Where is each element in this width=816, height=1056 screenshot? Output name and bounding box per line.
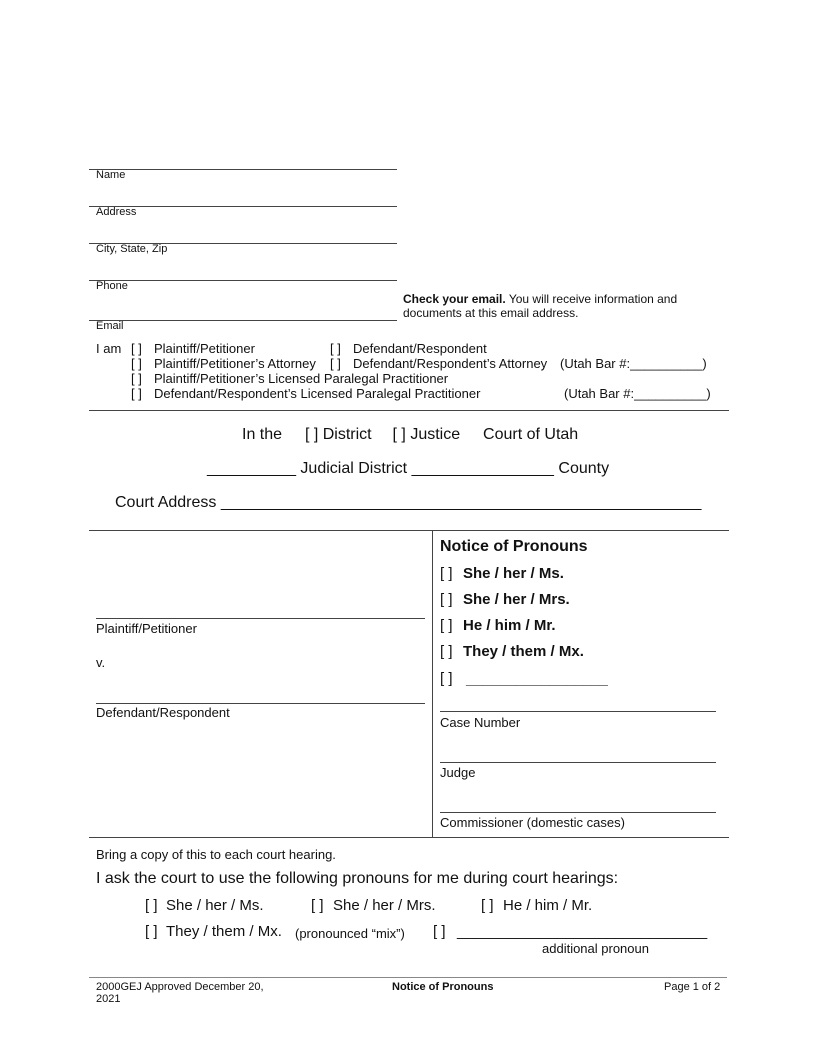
court-of-utah-label: Court of Utah <box>483 426 579 443</box>
footer-page-number: Page 1 of 2 <box>664 981 721 993</box>
body-checkbox-3[interactable]: [ ] <box>481 897 494 914</box>
judicial-district-line: __________ Judicial District ________________ County <box>207 460 610 477</box>
justice-label: Justice <box>410 426 461 443</box>
role-defendant-attorney: Defendant/Respondent’s Attorney <box>353 356 548 371</box>
email-label: Email <box>96 320 124 332</box>
divider-caption-top <box>89 530 729 531</box>
checkbox-district[interactable]: [ ] <box>304 426 319 443</box>
notice-option-they-mx: They / them / Mx. <box>463 643 584 660</box>
divider-caption-bottom <box>89 837 729 838</box>
city-label: City, State, Zip <box>96 243 168 255</box>
role-plaintiff-lpp: Plaintiff/Petitioner’s Licensed Paralegal Practitioner <box>154 371 449 386</box>
caption-divider <box>432 530 433 837</box>
email-notice-line2: documents at this email address. <box>403 306 579 320</box>
footer-title: Notice of Pronouns <box>392 981 494 993</box>
notice-option-she-mrs: She / her / Mrs. <box>463 591 570 608</box>
body-option-she-mrs: She / her / Mrs. <box>333 897 436 914</box>
footer-form-year: 2021 <box>96 993 121 1005</box>
name-label: Name <box>96 169 126 181</box>
phone-line <box>89 280 397 281</box>
checkbox-defendant-attorney[interactable]: [ ] <box>330 356 341 371</box>
body-option-they-mx: They / them / Mx. <box>166 923 282 940</box>
versus-label: v. <box>96 655 106 670</box>
body-checkbox-1[interactable]: [ ] <box>145 897 158 914</box>
additional-pronoun-blank[interactable]: ______________________________ <box>457 923 708 940</box>
notice-checkbox-1[interactable]: [ ] <box>440 565 453 582</box>
commissioner-label: Commissioner (domestic cases) <box>440 815 625 830</box>
judge-label: Judge <box>440 765 476 780</box>
body-checkbox-2[interactable]: [ ] <box>311 897 324 914</box>
body-option-she-ms: She / her / Ms. <box>166 897 264 914</box>
checkbox-plaintiff-attorney[interactable]: [ ] <box>131 356 142 371</box>
body-checkbox-5[interactable]: [ ] <box>433 923 446 940</box>
body-checkbox-4[interactable]: [ ] <box>145 923 158 940</box>
district-label: District <box>322 426 372 443</box>
notice-option-she-ms: She / her / Ms. <box>463 565 564 582</box>
email-notice <box>403 292 677 306</box>
defendant-caption-label: Defendant/Respondent <box>96 705 230 720</box>
notice-checkbox-3[interactable]: [ ] <box>440 617 453 634</box>
role-defendant-lpp: Defendant/Respondent’s Licensed Paralegal Practitioner <box>154 386 481 401</box>
checkbox-plaintiff-lpp[interactable]: [ ] <box>131 371 142 386</box>
footer-divider <box>89 977 727 978</box>
court-line <box>242 426 578 444</box>
plaintiff-caption-label: Plaintiff/Petitioner <box>96 621 197 636</box>
bring-copy-text: Bring a copy of this to each court hearing. <box>96 847 336 862</box>
checkbox-defendant-lpp[interactable]: [ ] <box>131 386 142 401</box>
address-label: Address <box>96 206 137 218</box>
utah-bar-1: (Utah Bar #:__________) <box>560 356 707 371</box>
name-line <box>89 169 397 170</box>
notice-checkbox-4[interactable]: [ ] <box>440 643 453 660</box>
court-address-line: Court Address ______________________________________________________ <box>115 494 702 511</box>
divider-top <box>89 410 729 411</box>
commissioner-line <box>440 812 716 813</box>
additional-pronoun-label: additional pronoun <box>542 941 649 956</box>
defendant-signature-line <box>96 703 425 704</box>
notice-title: Notice of Pronouns <box>440 538 588 555</box>
pronounced-mix-note: (pronounced “mix”) <box>295 926 405 941</box>
body-option-he-mr: He / him / Mr. <box>503 897 593 914</box>
notice-option-custom-blank[interactable]: _________________ <box>466 671 608 688</box>
email-notice-rest: You will receive information and <box>505 292 678 306</box>
checkbox-justice[interactable]: [ ] <box>392 426 406 443</box>
phone-label: Phone <box>96 280 128 292</box>
checkbox-plaintiff[interactable]: [ ] <box>131 341 142 356</box>
i-am-label: I am <box>96 341 122 356</box>
request-text: I ask the court to use the following pronouns for me during court hearings: <box>96 870 619 887</box>
role-plaintiff: Plaintiff/Petitioner <box>154 341 255 356</box>
case-number-label: Case Number <box>440 715 521 730</box>
notice-option-he-mr: He / him / Mr. <box>463 617 556 634</box>
email-notice-bold: Check your email. <box>403 292 506 306</box>
notice-checkbox-5[interactable]: [ ] <box>440 670 453 687</box>
role-plaintiff-attorney: Plaintiff/Petitioner’s Attorney <box>154 356 316 371</box>
judge-line <box>440 762 716 763</box>
checkbox-defendant[interactable]: [ ] <box>330 341 341 356</box>
notice-checkbox-2[interactable]: [ ] <box>440 591 453 608</box>
footer-form-id: 2000GEJ Approved December 20, <box>96 981 264 993</box>
utah-bar-2: (Utah Bar #:__________) <box>564 386 711 401</box>
role-defendant: Defendant/Respondent <box>353 341 487 356</box>
plaintiff-signature-line <box>96 618 425 619</box>
in-the-label: In the <box>242 426 283 443</box>
email-line <box>89 320 397 321</box>
case-number-line <box>440 711 716 712</box>
